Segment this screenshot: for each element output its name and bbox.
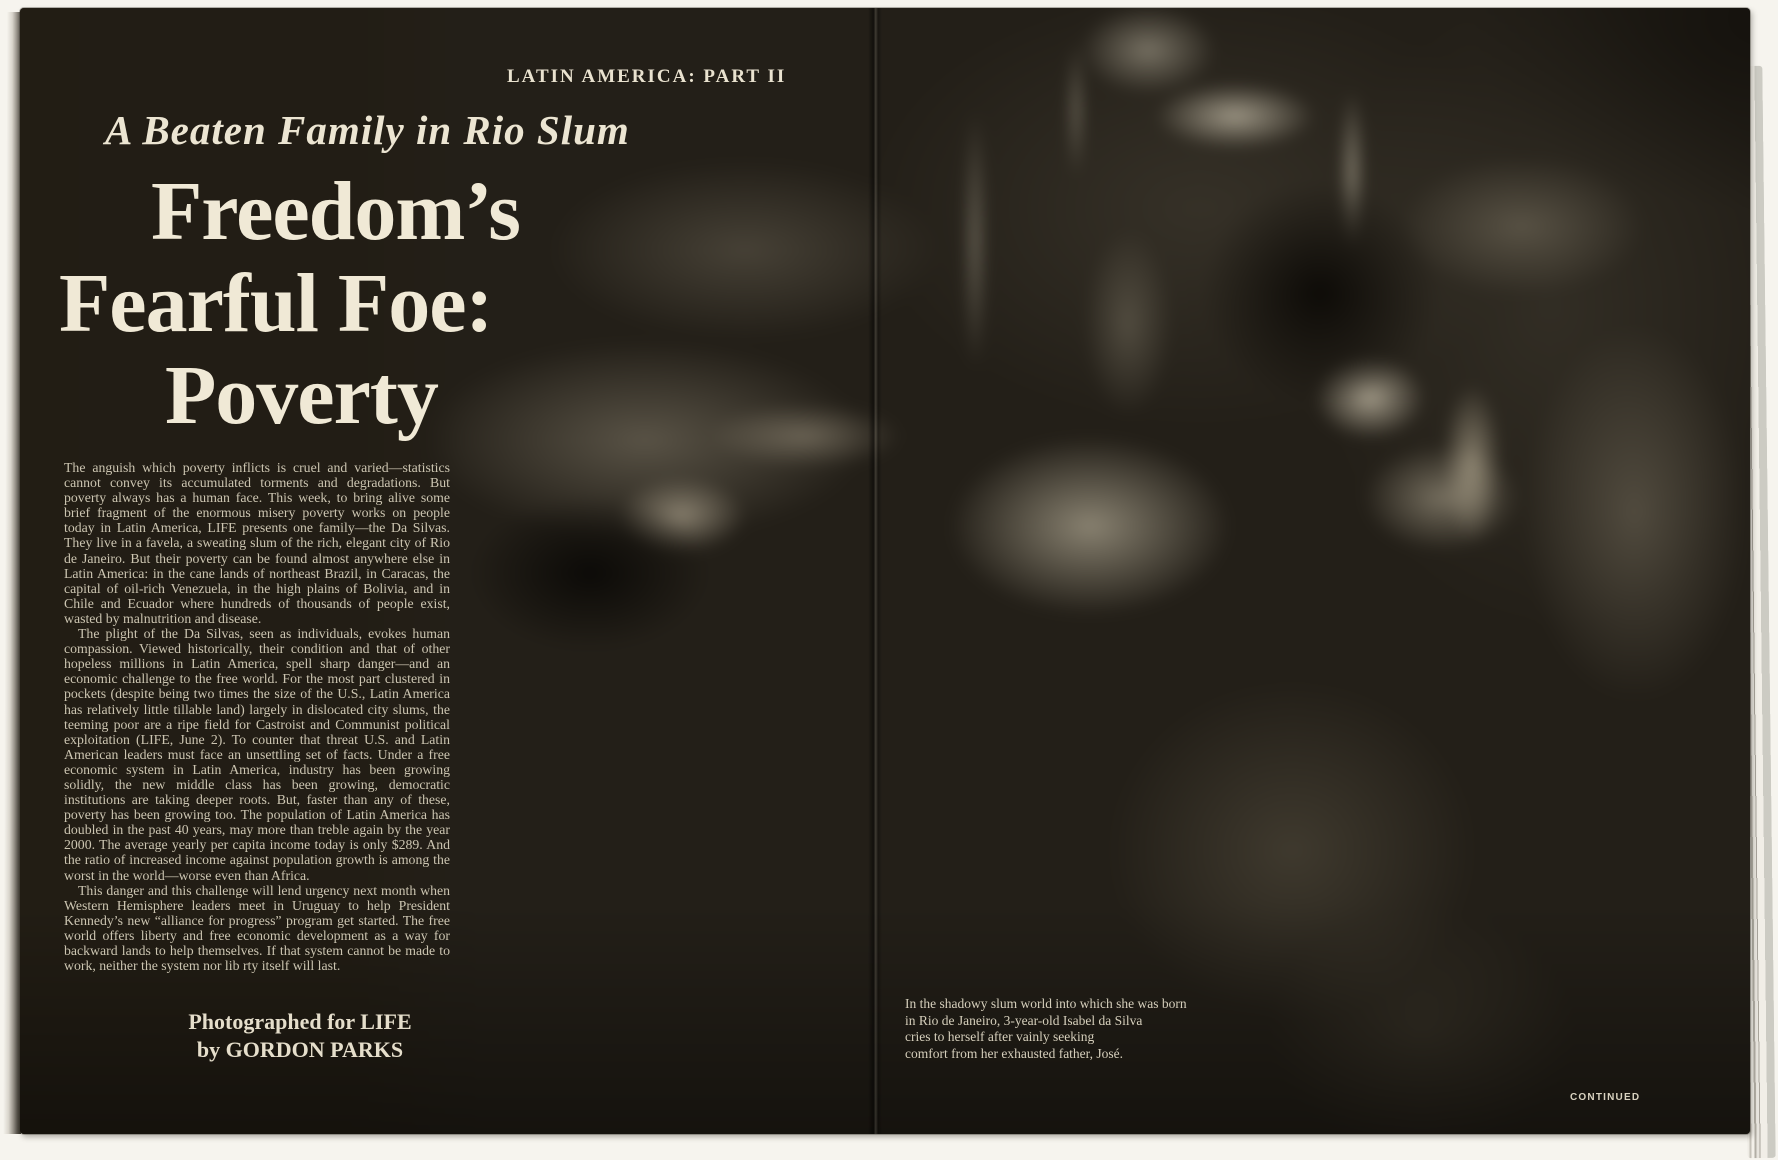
body-paragraph-3: This danger and this challenge will lend urgency next month when Western Hemisphere leaders meet in Uruguay to help President Kennedy’s new “alliance for progress” program get started. The free world offers liberty and free economic development as a way for backward lands to help themselves. If that system cannot be made to work, neither the system nor lib rty itself will last.	[64, 882, 450, 974]
credit-line-1: Photographed for LIFE	[188, 1009, 412, 1034]
caption-line-1: In the shadowy slum world into which she was born	[905, 996, 1187, 1011]
headline-line-3: Poverty	[165, 349, 438, 442]
body-paragraph-1: The anguish which poverty inflicts is cruel and varied—statistics cannot convey its accumulated torments and degradations. But poverty always has a human face. This week, to bring alive some brief fragment of the enormous misery poverty works on people today in Latin America, LIFE presents one family—the Da Silvas. They live in a favela, a sweating slum of the rich, elegant city of Rio de Janeiro. But their poverty can be found almost anywhere else in Latin America: in the cane lands of northeast Brazil, in Caracas, the capital of oil-rich Venezuela, in the high plains of Bolivia, and in Chile and Ecuador where hundreds of thousands of people exist, wasted by malnutrition and disease.	[64, 460, 450, 626]
kicker-label: LATIN AMERICA: PART II	[507, 66, 787, 87]
caption-line-4: comfort from her exhausted father, José.	[905, 1045, 1124, 1061]
caption-line-2: in Rio de Janeiro, 3-year-old Isabel da Silva	[905, 1012, 1143, 1028]
headline-line-2: Fearful Foe:	[59, 257, 493, 350]
photo-credit	[120, 1008, 480, 1064]
center-gutter	[868, 8, 882, 1134]
credit-line-2: by GORDON PARKS	[196, 1037, 404, 1062]
photo-caption	[905, 996, 1245, 1062]
caption-line-3: cries to herself after vainly seeking	[905, 1029, 1095, 1045]
article-body	[64, 460, 450, 973]
magazine-spread	[20, 8, 1750, 1134]
continued-label: CONTINUED	[1570, 1092, 1641, 1103]
main-headline	[55, 166, 595, 442]
headline-line-1: Freedom’s	[151, 165, 520, 258]
body-paragraph-2: The plight of the Da Silvas, seen as individuals, evokes human compassion. Viewed historically, their condition and that of other hopeless millions in Latin America, spell sharp danger—and an economic challenge to the free world. For the most part clustered in pockets (despite being two times the size of the U.S., Latin America has relatively little tillable land) largely in dislocated city slums, the teeming poor are a ripe field for Castroist and Communist political exploitation (LIFE, June 2). To counter that threat U.S. and Latin American leaders must face an unsettling set of facts. Under a free economic system in Latin America, industry has been growing solidly, the new middle class has been growing, democratic institutions are taking deeper roots. But, faster than any of these, poverty has been growing too. The population of Latin America has doubled in the past 40 years, may more than treble again by the year 2000. The average yearly per capita income today is only $289. And the ratio of increased income against population growth is among the worst in the world—worse even than Africa.	[64, 626, 450, 883]
subtitle-headline: A Beaten Family in Rio Slum	[105, 107, 630, 153]
